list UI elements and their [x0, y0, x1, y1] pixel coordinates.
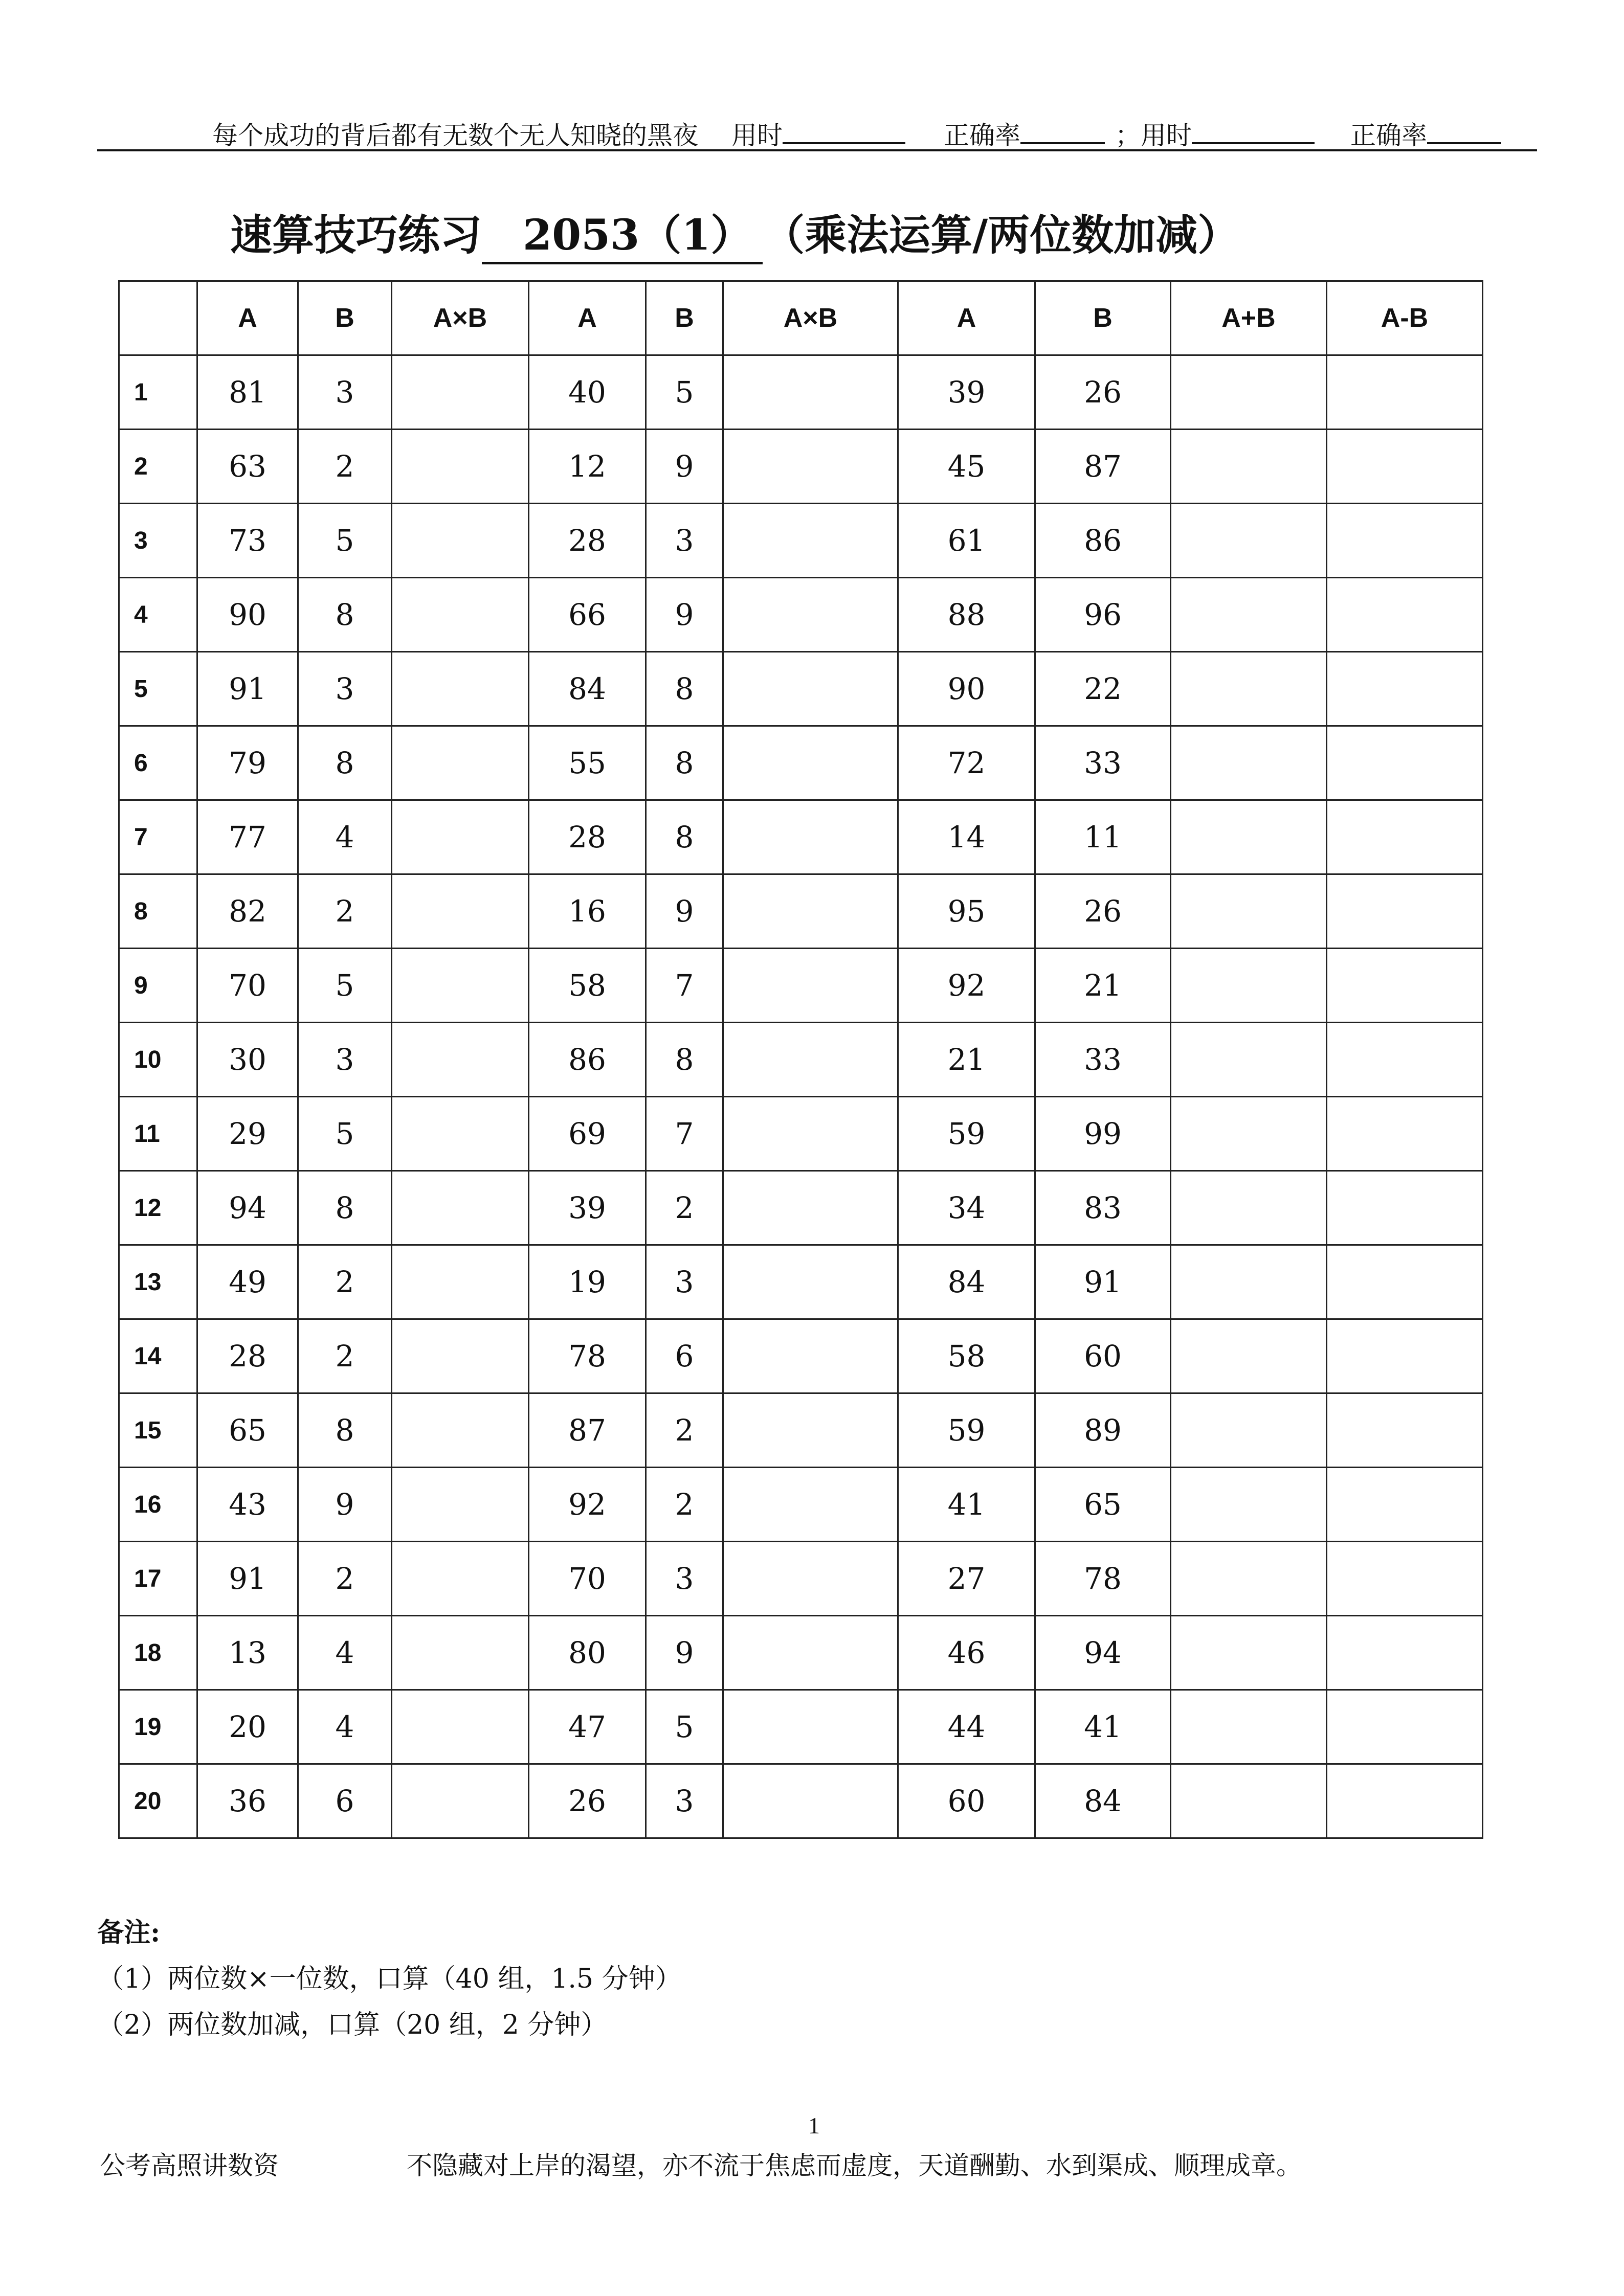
header-cell-a: A: [197, 281, 298, 355]
table-header-row: [119, 281, 1483, 355]
answer-axb-2[interactable]: [723, 1616, 898, 1690]
answer-axb-1[interactable]: [392, 949, 529, 1023]
answer-a-plus-b[interactable]: [1171, 652, 1327, 726]
answer-axb-1[interactable]: [392, 355, 529, 430]
cell-a-mult-1: 70: [197, 949, 298, 1023]
footer-author: 公考高照讲数资: [100, 2151, 279, 2180]
answer-a-plus-b[interactable]: [1171, 726, 1327, 800]
table-row: [119, 1542, 1483, 1616]
cell-a-addsub: 84: [898, 1245, 1035, 1319]
table-row: [119, 1171, 1483, 1245]
answer-a-minus-b[interactable]: [1327, 1542, 1483, 1616]
answer-a-plus-b[interactable]: [1171, 1023, 1327, 1097]
cell-a-addsub: 61: [898, 504, 1035, 578]
row-number: 9: [119, 949, 197, 1023]
cell-a-mult-1: 73: [197, 504, 298, 578]
notes-line-1: （1）两位数×一位数，口算（40 组，1.5 分钟）: [97, 1964, 682, 1994]
cell-a-mult-1: 81: [197, 355, 298, 430]
cell-a-mult-2: 55: [529, 726, 646, 800]
cell-b-addsub: 91: [1035, 1245, 1171, 1319]
cell-b-mult-2: 9: [646, 578, 723, 652]
notes-line-2: （2）两位数加减，口算（20 组，2 分钟）: [97, 2010, 608, 2040]
cell-b-mult-2: 2: [646, 1171, 723, 1245]
table-row: [119, 874, 1483, 949]
cell-b-mult-1: 4: [298, 800, 392, 874]
cell-a-mult-2: 16: [529, 874, 646, 949]
cell-b-mult-2: 9: [646, 874, 723, 949]
cell-b-mult-2: 3: [646, 1542, 723, 1616]
header-cell-axb: A×B: [723, 281, 898, 355]
cell-b-addsub: 21: [1035, 949, 1171, 1023]
table-row: [119, 355, 1483, 430]
cell-a-addsub: 59: [898, 1393, 1035, 1468]
answer-axb-2[interactable]: [723, 1764, 898, 1838]
answer-a-plus-b[interactable]: [1171, 874, 1327, 949]
cell-a-mult-1: 63: [197, 430, 298, 504]
cell-b-mult-1: 4: [298, 1690, 392, 1764]
cell-b-mult-1: 3: [298, 1023, 392, 1097]
answer-a-minus-b[interactable]: [1327, 1023, 1483, 1097]
row-number: 5: [119, 652, 197, 726]
answer-a-plus-b[interactable]: [1171, 1393, 1327, 1468]
answer-axb-1[interactable]: [392, 1690, 529, 1764]
accuracy-label-1: 正确率: [944, 121, 1020, 150]
accuracy-label-2: 正确率: [1350, 121, 1427, 150]
cell-a-mult-2: 80: [529, 1616, 646, 1690]
cell-b-addsub: 60: [1035, 1319, 1171, 1393]
answer-axb-2[interactable]: [723, 1468, 898, 1542]
time-field-2[interactable]: [1115, 115, 1315, 152]
row-number: 12: [119, 1171, 197, 1245]
cell-b-mult-1: 3: [298, 355, 392, 430]
answer-a-plus-b[interactable]: [1171, 1690, 1327, 1764]
cell-b-addsub: 99: [1035, 1097, 1171, 1171]
cell-a-addsub: 59: [898, 1097, 1035, 1171]
cell-b-addsub: 78: [1035, 1542, 1171, 1616]
row-number: 16: [119, 1468, 197, 1542]
cell-b-mult-2: 9: [646, 430, 723, 504]
answer-axb-2[interactable]: [723, 578, 898, 652]
answer-axb-1[interactable]: [392, 1616, 529, 1690]
time-blank-1[interactable]: [783, 119, 905, 144]
cell-a-mult-2: 86: [529, 1023, 646, 1097]
cell-a-mult-2: 19: [529, 1245, 646, 1319]
table-row: [119, 1245, 1483, 1319]
cell-b-addsub: 41: [1035, 1690, 1171, 1764]
cell-a-addsub: 95: [898, 874, 1035, 949]
answer-axb-2[interactable]: [723, 1542, 898, 1616]
answer-a-minus-b[interactable]: [1327, 1393, 1483, 1468]
answer-a-plus-b[interactable]: [1171, 430, 1327, 504]
cell-b-mult-1: 2: [298, 1542, 392, 1616]
cell-a-mult-1: 90: [197, 578, 298, 652]
answer-axb-1[interactable]: [392, 1023, 529, 1097]
table-row: [119, 1393, 1483, 1468]
cell-a-addsub: 72: [898, 726, 1035, 800]
answer-axb-1[interactable]: [392, 800, 529, 874]
answer-axb-1[interactable]: [392, 874, 529, 949]
header-cell-index: [119, 281, 197, 355]
cell-b-mult-2: 5: [646, 355, 723, 430]
cell-b-mult-1: 2: [298, 874, 392, 949]
cell-a-mult-2: 12: [529, 430, 646, 504]
cell-b-mult-1: 6: [298, 1764, 392, 1838]
table-row: [119, 949, 1483, 1023]
cell-b-addsub: 22: [1035, 652, 1171, 726]
cell-b-mult-1: 8: [298, 1393, 392, 1468]
answer-a-plus-b[interactable]: [1171, 1319, 1327, 1393]
cell-a-mult-2: 39: [529, 1171, 646, 1245]
answer-axb-2[interactable]: [723, 874, 898, 949]
cell-b-mult-1: 3: [298, 652, 392, 726]
accuracy-blank-2[interactable]: [1427, 119, 1501, 144]
practice-table: [118, 280, 1483, 1839]
answer-a-minus-b[interactable]: [1327, 1764, 1483, 1838]
cell-a-mult-2: 26: [529, 1764, 646, 1838]
answer-a-plus-b[interactable]: [1171, 1616, 1327, 1690]
cell-a-addsub: 92: [898, 949, 1035, 1023]
answer-axb-1[interactable]: [392, 1468, 529, 1542]
cell-a-mult-1: 82: [197, 874, 298, 949]
header-divider: [97, 149, 1537, 151]
answer-a-minus-b[interactable]: [1327, 1468, 1483, 1542]
header-cell-b: B: [1035, 281, 1171, 355]
answer-a-minus-b[interactable]: [1327, 1319, 1483, 1393]
time-label-2: 用时: [1141, 121, 1192, 150]
answer-axb-2[interactable]: [723, 430, 898, 504]
cell-b-mult-2: 8: [646, 652, 723, 726]
cell-b-mult-1: 8: [298, 1171, 392, 1245]
answer-axb-2[interactable]: [723, 1245, 898, 1319]
answer-axb-1[interactable]: [392, 1319, 529, 1393]
answer-axb-2[interactable]: [723, 652, 898, 726]
table-row: [119, 504, 1483, 578]
header-cell-a: A: [529, 281, 646, 355]
table-row: [119, 726, 1483, 800]
answer-axb-1[interactable]: [392, 1245, 529, 1319]
header-cell-b: B: [298, 281, 392, 355]
answer-a-minus-b[interactable]: [1327, 1245, 1483, 1319]
answer-a-minus-b[interactable]: [1327, 800, 1483, 874]
cell-b-mult-1: 2: [298, 430, 392, 504]
answer-a-minus-b[interactable]: [1327, 504, 1483, 578]
row-number: 11: [119, 1097, 197, 1171]
time-field-1[interactable]: [731, 115, 905, 152]
notes-heading: 备注:: [97, 1917, 161, 1948]
answer-a-minus-b[interactable]: [1327, 1616, 1483, 1690]
row-number: 3: [119, 504, 197, 578]
time-label-1: 用时: [731, 121, 783, 150]
answer-axb-1[interactable]: [392, 1171, 529, 1245]
answer-a-minus-b[interactable]: [1327, 430, 1483, 504]
table-row: [119, 1616, 1483, 1690]
header-cell-a-minus-b: A-B: [1327, 281, 1483, 355]
cell-a-mult-2: 87: [529, 1393, 646, 1468]
cell-b-mult-2: 3: [646, 1764, 723, 1838]
row-number: 1: [119, 355, 197, 430]
header-cell-a-plus-b: A+B: [1171, 281, 1327, 355]
header-separator: ；: [1115, 121, 1141, 150]
answer-a-plus-b[interactable]: [1171, 578, 1327, 652]
answer-axb-1[interactable]: [392, 726, 529, 800]
cell-a-mult-2: 66: [529, 578, 646, 652]
header-cell-axb: A×B: [392, 281, 529, 355]
cell-a-mult-1: 43: [197, 1468, 298, 1542]
cell-b-mult-2: 2: [646, 1468, 723, 1542]
answer-axb-2[interactable]: [723, 949, 898, 1023]
cell-a-mult-1: 49: [197, 1245, 298, 1319]
table-row: [119, 1319, 1483, 1393]
row-number: 4: [119, 578, 197, 652]
row-number: 19: [119, 1690, 197, 1764]
cell-b-mult-2: 6: [646, 1319, 723, 1393]
answer-axb-1[interactable]: [392, 1764, 529, 1838]
cell-b-mult-2: 3: [646, 504, 723, 578]
table-row: [119, 430, 1483, 504]
table-row: [119, 652, 1483, 726]
cell-a-mult-1: 65: [197, 1393, 298, 1468]
cell-b-mult-1: 5: [298, 949, 392, 1023]
cell-b-mult-2: 8: [646, 800, 723, 874]
cell-a-mult-2: 28: [529, 800, 646, 874]
cell-a-addsub: 90: [898, 652, 1035, 726]
cell-a-mult-1: 30: [197, 1023, 298, 1097]
answer-a-plus-b[interactable]: [1171, 800, 1327, 874]
cell-a-mult-1: 36: [197, 1764, 298, 1838]
header-cell-a: A: [898, 281, 1035, 355]
answer-a-minus-b[interactable]: [1327, 949, 1483, 1023]
row-number: 10: [119, 1023, 197, 1097]
cell-a-addsub: 41: [898, 1468, 1035, 1542]
answer-axb-1[interactable]: [392, 1393, 529, 1468]
cell-a-mult-2: 70: [529, 1542, 646, 1616]
answer-a-plus-b[interactable]: [1171, 1542, 1327, 1616]
answer-axb-1[interactable]: [392, 430, 529, 504]
table-row: [119, 1023, 1483, 1097]
cell-a-addsub: 14: [898, 800, 1035, 874]
cell-b-addsub: 26: [1035, 874, 1171, 949]
table-row: [119, 1690, 1483, 1764]
cell-b-mult-2: 5: [646, 1690, 723, 1764]
answer-axb-2[interactable]: [723, 800, 898, 874]
title-code: 2053（1）: [482, 202, 763, 264]
cell-b-addsub: 33: [1035, 1023, 1171, 1097]
table-row: [119, 578, 1483, 652]
cell-a-mult-1: 77: [197, 800, 298, 874]
cell-b-mult-2: 7: [646, 1097, 723, 1171]
answer-axb-2[interactable]: [723, 1690, 898, 1764]
accuracy-field-2[interactable]: [1350, 115, 1501, 152]
time-blank-2[interactable]: [1192, 119, 1315, 144]
answer-axb-2[interactable]: [723, 726, 898, 800]
answer-a-plus-b[interactable]: [1171, 504, 1327, 578]
cell-a-mult-2: 40: [529, 355, 646, 430]
answer-axb-2[interactable]: [723, 504, 898, 578]
cell-b-addsub: 65: [1035, 1468, 1171, 1542]
answer-a-plus-b[interactable]: [1171, 1245, 1327, 1319]
cell-a-addsub: 27: [898, 1542, 1035, 1616]
cell-a-mult-1: 28: [197, 1319, 298, 1393]
row-number: 2: [119, 430, 197, 504]
answer-a-plus-b[interactable]: [1171, 1468, 1327, 1542]
page-title: [230, 202, 1239, 264]
row-number: 7: [119, 800, 197, 874]
row-number: 6: [119, 726, 197, 800]
cell-a-mult-1: 91: [197, 652, 298, 726]
cell-a-addsub: 21: [898, 1023, 1035, 1097]
table-row: [119, 1764, 1483, 1838]
answer-axb-2[interactable]: [723, 355, 898, 430]
answer-axb-2[interactable]: [723, 1097, 898, 1171]
cell-a-mult-2: 92: [529, 1468, 646, 1542]
cell-a-mult-2: 69: [529, 1097, 646, 1171]
cell-b-mult-1: 8: [298, 726, 392, 800]
cell-a-mult-1: 94: [197, 1171, 298, 1245]
cell-b-addsub: 86: [1035, 504, 1171, 578]
answer-a-plus-b[interactable]: [1171, 1764, 1327, 1838]
cell-a-addsub: 39: [898, 355, 1035, 430]
answer-a-minus-b[interactable]: [1327, 1690, 1483, 1764]
cell-b-mult-1: 2: [298, 1245, 392, 1319]
answer-axb-1[interactable]: [392, 652, 529, 726]
answer-axb-2[interactable]: [723, 1171, 898, 1245]
answer-a-minus-b[interactable]: [1327, 726, 1483, 800]
cell-a-mult-1: 91: [197, 1542, 298, 1616]
cell-a-mult-2: 58: [529, 949, 646, 1023]
cell-a-mult-2: 47: [529, 1690, 646, 1764]
answer-axb-1[interactable]: [392, 578, 529, 652]
answer-a-minus-b[interactable]: [1327, 874, 1483, 949]
row-number: 8: [119, 874, 197, 949]
cell-b-mult-1: 8: [298, 578, 392, 652]
cell-b-mult-1: 2: [298, 1319, 392, 1393]
header-cell-b: B: [646, 281, 723, 355]
title-suffix: （乘法运算/两位数加减）: [763, 211, 1240, 260]
cell-a-addsub: 58: [898, 1319, 1035, 1393]
footer-slogan: 不隐藏对上岸的渴望，亦不流于焦虑而虚度，天道酬勤、水到渠成、顺理成章。: [407, 2151, 1302, 2180]
row-number: 18: [119, 1616, 197, 1690]
answer-axb-2[interactable]: [723, 1319, 898, 1393]
cell-a-mult-1: 29: [197, 1097, 298, 1171]
cell-b-addsub: 84: [1035, 1764, 1171, 1838]
answer-axb-2[interactable]: [723, 1023, 898, 1097]
header-motto: 每个成功的背后都有无数个无人知晓的黑夜: [212, 121, 698, 150]
cell-b-addsub: 11: [1035, 800, 1171, 874]
cell-b-addsub: 26: [1035, 355, 1171, 430]
page-number: 1: [808, 2112, 820, 2139]
cell-a-mult-2: 84: [529, 652, 646, 726]
answer-a-plus-b[interactable]: [1171, 949, 1327, 1023]
accuracy-field-1[interactable]: [944, 115, 1105, 152]
cell-b-addsub: 94: [1035, 1616, 1171, 1690]
answer-a-minus-b[interactable]: [1327, 1097, 1483, 1171]
cell-a-mult-1: 20: [197, 1690, 298, 1764]
answer-a-plus-b[interactable]: [1171, 355, 1327, 430]
cell-b-mult-2: 9: [646, 1616, 723, 1690]
cell-b-addsub: 87: [1035, 430, 1171, 504]
notes: [97, 1910, 682, 2048]
cell-a-addsub: 34: [898, 1171, 1035, 1245]
answer-a-minus-b[interactable]: [1327, 355, 1483, 430]
answer-a-plus-b[interactable]: [1171, 1097, 1327, 1171]
answer-axb-1[interactable]: [392, 1097, 529, 1171]
cell-a-mult-2: 28: [529, 504, 646, 578]
table-row: [119, 800, 1483, 874]
cell-a-addsub: 45: [898, 430, 1035, 504]
cell-a-addsub: 44: [898, 1690, 1035, 1764]
answer-a-minus-b[interactable]: [1327, 1171, 1483, 1245]
cell-b-mult-2: 8: [646, 1023, 723, 1097]
title-prefix: 速算技巧练习: [230, 211, 482, 260]
answer-a-minus-b[interactable]: [1327, 578, 1483, 652]
answer-axb-1[interactable]: [392, 504, 529, 578]
answer-axb-1[interactable]: [392, 1542, 529, 1616]
cell-a-mult-1: 79: [197, 726, 298, 800]
table-row: [119, 1468, 1483, 1542]
cell-b-addsub: 96: [1035, 578, 1171, 652]
table-row: [119, 1097, 1483, 1171]
cell-b-addsub: 83: [1035, 1171, 1171, 1245]
row-number: 17: [119, 1542, 197, 1616]
answer-axb-2[interactable]: [723, 1393, 898, 1468]
row-number: 14: [119, 1319, 197, 1393]
cell-b-addsub: 33: [1035, 726, 1171, 800]
row-number: 20: [119, 1764, 197, 1838]
accuracy-blank-1[interactable]: [1020, 119, 1105, 144]
cell-a-addsub: 60: [898, 1764, 1035, 1838]
answer-a-plus-b[interactable]: [1171, 1171, 1327, 1245]
cell-b-mult-1: 5: [298, 504, 392, 578]
cell-b-mult-1: 9: [298, 1468, 392, 1542]
cell-b-mult-2: 2: [646, 1393, 723, 1468]
row-number: 15: [119, 1393, 197, 1468]
cell-a-addsub: 46: [898, 1616, 1035, 1690]
cell-a-mult-1: 13: [197, 1616, 298, 1690]
answer-a-minus-b[interactable]: [1327, 652, 1483, 726]
cell-b-mult-2: 7: [646, 949, 723, 1023]
cell-a-mult-2: 78: [529, 1319, 646, 1393]
cell-b-mult-2: 3: [646, 1245, 723, 1319]
row-number: 13: [119, 1245, 197, 1319]
cell-b-mult-1: 4: [298, 1616, 392, 1690]
cell-b-mult-2: 8: [646, 726, 723, 800]
cell-b-addsub: 89: [1035, 1393, 1171, 1468]
cell-b-mult-1: 5: [298, 1097, 392, 1171]
cell-a-addsub: 88: [898, 578, 1035, 652]
